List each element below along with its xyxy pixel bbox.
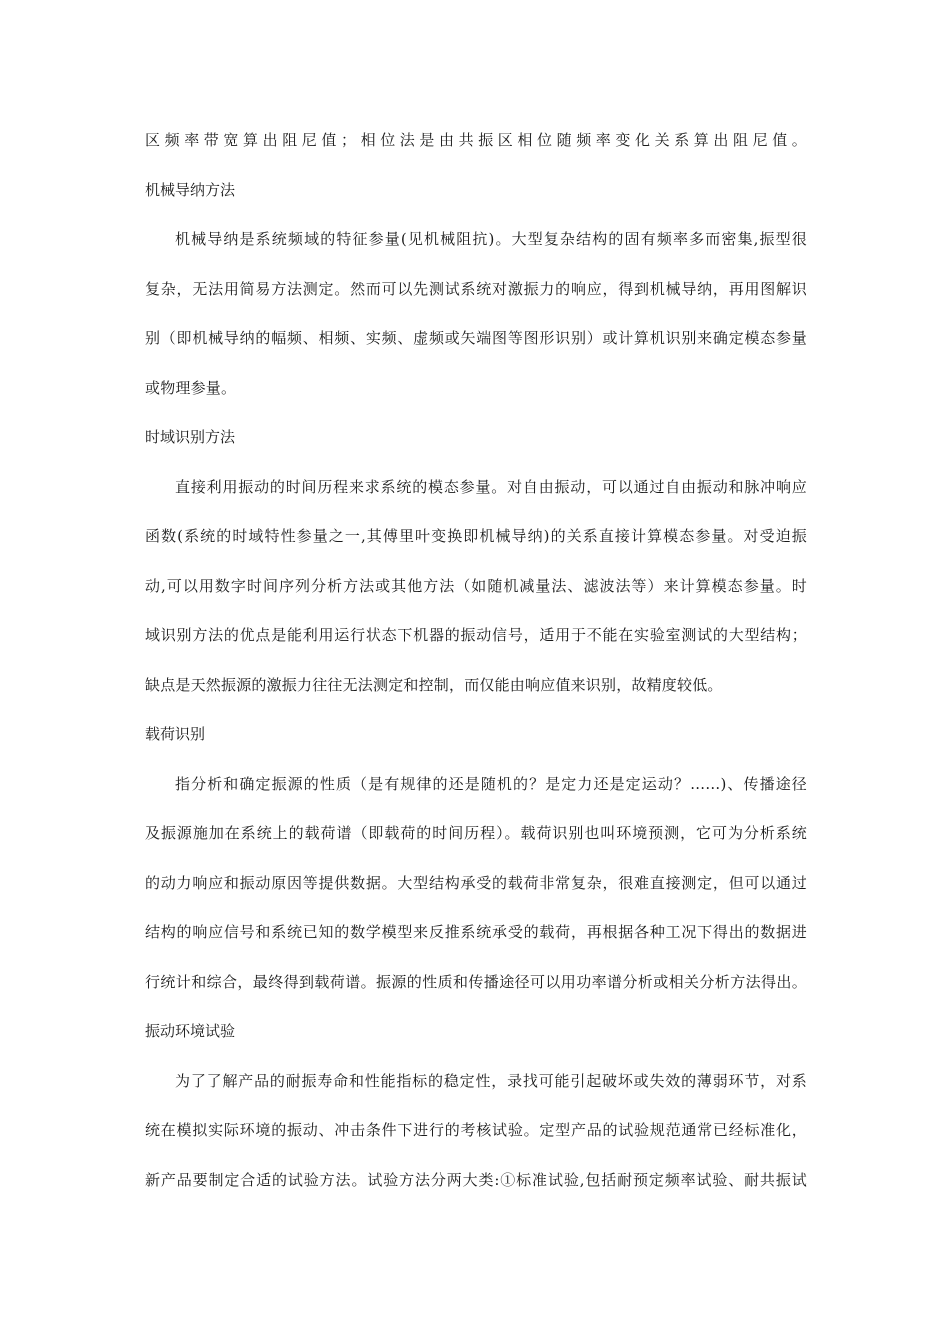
paragraph-line: 直接利用振动的时间历程来求系统的模态参量。对自由振动，可以通过自由振动和脉冲响应	[175, 477, 807, 496]
paragraph-line: 行统计和综合，最终得到载荷谱。振源的性质和传播途径可以用功率谱分析或相关分析方法得出。	[145, 972, 807, 991]
section-heading-vibration-environment-test: 振动环境试验	[145, 1022, 236, 1040]
paragraph-line: 缺点是天然振源的激振力往往无法测定和控制，而仅能由响应值来识别，故精度较低。	[145, 675, 723, 694]
paragraph-line: 或物理参量。	[145, 378, 237, 397]
paragraph-line: 复杂，无法用简易方法测定。然而可以先测试系统对激振力的响应，得到机械导纳，再用图解识	[145, 279, 807, 298]
paragraph-line: 及振源施加在系统上的载荷谱（即载荷的时间历程）。载荷识别也叫环境预测，它可为分析系统	[145, 824, 807, 842]
paragraph-line: 新产品要制定合适的试验方法。试验方法分两大类:①标准试验,包括耐预定频率试验、耐共振试	[145, 1170, 807, 1189]
paragraph-line: 区频率带宽算出阻尼值；相位法是由共振区相位随频率变化关系算出阻尼值。	[145, 131, 807, 149]
document-body	[145, 128, 807, 1193]
section-heading-load-identification: 载荷识别	[145, 725, 206, 743]
paragraph-line: 动,可以用数字时间序列分析方法或其他方法（如随机减量法、滤波法等）来计算模态参量。时	[145, 576, 807, 595]
paragraph-line: 为了了解产品的耐振寿命和性能指标的稳定性，录找可能引起破坏或失效的薄弱环节，对系	[175, 1071, 807, 1090]
paragraph-line: 统在模拟实际环境的振动、冲击条件下进行的考核试验。定型产品的试验规范通常已经标准化，	[145, 1121, 807, 1139]
paragraph-line: 函数(系统的时域特性参量之一,其傅里叶变换即机械导纳)的关系直接计算模态参量。对受迫振	[145, 527, 807, 545]
paragraph-line: 域识别方法的优点是能利用运行状态下机器的振动信号，适用于不能在实验室测试的大型结构；	[145, 626, 807, 644]
paragraph-line: 的动力响应和振动原因等提供数据。大型结构承受的载荷非常复杂，很难直接测定，但可以通过	[145, 873, 807, 892]
paragraph-line: 机械导纳是系统频域的特征参量(见机械阻抗)。大型复杂结构的固有频率多而密集,振型很	[175, 230, 807, 248]
paragraph-line: 结构的响应信号和系统已知的数学模型来反推系统承受的载荷，再根据各种工况下得出的数据进	[145, 923, 807, 941]
paragraph-line: 别（即机械导纳的幅频、相频、实频、虚频或矢端图等图形识别）或计算机识别来确定模态参量	[145, 329, 807, 347]
section-heading-mechanical-admittance: 机械导纳方法	[145, 180, 236, 199]
paragraph-line: 指分析和确定振源的性质（是有规律的还是随机的？是定力还是定运动？……)、传播途径	[175, 774, 807, 793]
section-heading-time-domain: 时域识别方法	[145, 428, 236, 446]
